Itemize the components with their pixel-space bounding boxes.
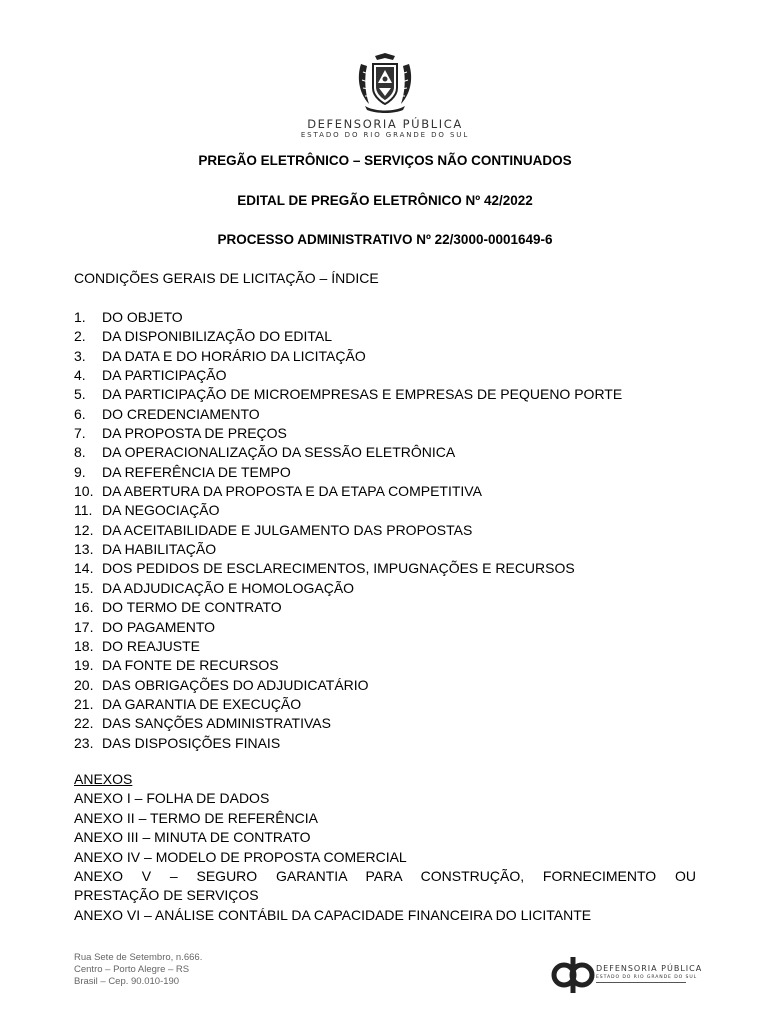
toc-item-number: 7. [74,425,86,442]
toc-item [74,656,622,675]
toc-item-number: 1. [74,309,86,325]
toc-item-label: DO PAGAMENTO [102,618,216,635]
toc-item-number: 3. [74,347,86,364]
toc-item [74,347,622,366]
toc-item-number: 19. [74,657,94,674]
toc-item-number: 22. [74,715,94,732]
toc-item-label: DA OPERACIONALIZAÇÃO DA SESSÃO ELETRÔNICA [102,444,456,461]
toc-item-label: DA REFERÊNCIA DE TEMPO [102,463,291,480]
toc-item [74,637,622,656]
toc-item-label: DO TERMO DE CONTRATO [102,599,282,616]
toc-item-number: 10. [74,483,94,500]
address-line: Brasil – Cep. 90.010-190 [74,976,180,987]
toc-item [74,714,622,733]
toc-item-label: DA PARTICIPAÇÃO DE MICROEMPRESAS E EMPRESAS DE PEQUENO PORTE [102,386,623,403]
toc-item [74,482,622,501]
toc-item-label: DA NEGOCIAÇÃO [102,502,220,519]
annex-item: ANEXO IV – MODELO DE PROPOSTA COMERCIAL [74,848,407,865]
toc-item-label: DOS PEDIDOS DE ESCLARECIMENTOS, IMPUGNAÇÕES E RECURSOS [102,560,575,577]
toc-item [74,308,622,327]
toc-item-label: DAS SANÇÕES ADMINISTRATIVAS [102,715,331,732]
index-heading: CONDIÇÕES GERAIS DE LICITAÇÃO – ÍNDICE [74,270,379,286]
edital-number: EDITAL DE PREGÃO ELETRÔNICO Nº 42/2022 [237,193,533,208]
toc-item [74,501,622,520]
toc-item-label: DO CREDENCIAMENTO [102,405,260,422]
annex-item-continuation: PRESTAÇÃO DE SERVIÇOS [74,887,259,904]
toc-item [74,424,622,443]
toc-item-label: DAS DISPOSIÇÕES FINAIS [102,734,281,751]
toc-item-number: 6. [74,405,86,422]
annex-item: ANEXO II – TERMO DE REFERÊNCIA [74,809,319,826]
toc-item [74,579,622,598]
toc-item [74,618,622,637]
toc-item [74,540,622,559]
toc-item-number: 15. [74,579,94,596]
process-number: PROCESSO ADMINISTRATIVO Nº 22/3000-0001649-6 [217,232,553,247]
toc-item [74,734,622,753]
toc-item-number: 8. [74,444,86,461]
toc-item-number: 14. [74,560,94,577]
toc-item-number: 23. [74,734,94,751]
toc-item [74,598,622,617]
toc-item-number: 2. [74,328,86,345]
annex-item: ANEXO V – SEGURO GARANTIA PARA CONSTRUÇÃO, FORNECIMENTO OU [74,868,696,885]
annex-item: ANEXO I – FOLHA DE DADOS [74,790,270,807]
toc-item-label: DA ACEITABILIDADE E JULGAMENTO DAS PROPOSTAS [102,521,473,538]
toc-item-label: DA DISPONIBILIZAÇÃO DO EDITAL [102,328,333,345]
toc-item-label: DO OBJETO [102,309,183,325]
document-title: PREGÃO ELETRÔNICO – SERVIÇOS NÃO CONTINUADOS [198,153,572,168]
toc-item-label: DA GARANTIA DE EXECUÇÃO [102,695,302,712]
toc-item-number: 9. [74,463,86,480]
annex-item: ANEXO III – MINUTA DE CONTRATO [74,829,311,846]
toc-item-number: 21. [74,695,94,712]
annex-item: ANEXO VI – ANÁLISE CONTÁBIL DA CAPACIDADE FINANCEIRA DO LICITANTE [74,906,592,923]
toc-item [74,463,622,482]
toc-item-number: 18. [74,637,94,654]
footer-organization-name: DEFENSORIA PÚBLICA [596,964,703,973]
toc-item-number: 4. [74,367,86,384]
toc-item-number: 11. [74,502,93,519]
page-header [0,52,770,139]
organization-subtitle: ESTADO DO RIO GRANDE DO SUL [300,131,470,139]
toc-item-label: DA ADJUDICAÇÃO E HOMOLOGAÇÃO [102,579,355,596]
toc-item [74,676,622,695]
address-line: Rua Sete de Setembro, n.666. [74,952,203,963]
toc-item-number: 16. [74,599,94,616]
footer-organization-subtitle: ESTADO DO RIO GRANDE DO SUL [596,975,698,980]
toc-item-number: 20. [74,676,94,693]
toc-item-number: 17. [74,618,94,635]
coat-of-arms-icon [353,52,417,114]
toc-item-number: 12. [74,521,94,538]
toc-item-label: DAS OBRIGAÇÕES DO ADJUDICATÁRIO [102,676,369,693]
annex-list [74,770,696,925]
organization-name: DEFENSORIA PÚBLICA [307,117,463,131]
toc-item-label: DA DATA E DO HORÁRIO DA LICITAÇÃO [102,347,366,364]
toc-item-number: 13. [74,541,94,558]
footer-divider [596,982,686,983]
toc-item [74,521,622,540]
toc-item [74,405,622,424]
toc-item-label: DA PARTICIPAÇÃO [102,367,227,384]
toc-item [74,559,622,578]
toc-item [74,443,622,462]
toc-item-label: DA HABILITAÇÃO [102,541,217,558]
toc-item [74,385,622,404]
toc-item-number: 5. [74,386,86,403]
toc-item-label: DO REAJUSTE [102,637,201,654]
toc-item-label: DA ABERTURA DA PROPOSTA E DA ETAPA COMPETITIVA [102,483,482,500]
footer-address [74,952,202,988]
table-of-contents [74,308,622,753]
toc-item [74,327,622,346]
annex-heading: ANEXOS [74,771,133,787]
toc-item-label: DA PROPOSTA DE PREÇOS [102,425,287,442]
address-line: Centro – Porto Alegre – RS [74,964,190,975]
toc-item-label: DA FONTE DE RECURSOS [102,657,279,674]
toc-item [74,366,622,385]
toc-item [74,695,622,714]
